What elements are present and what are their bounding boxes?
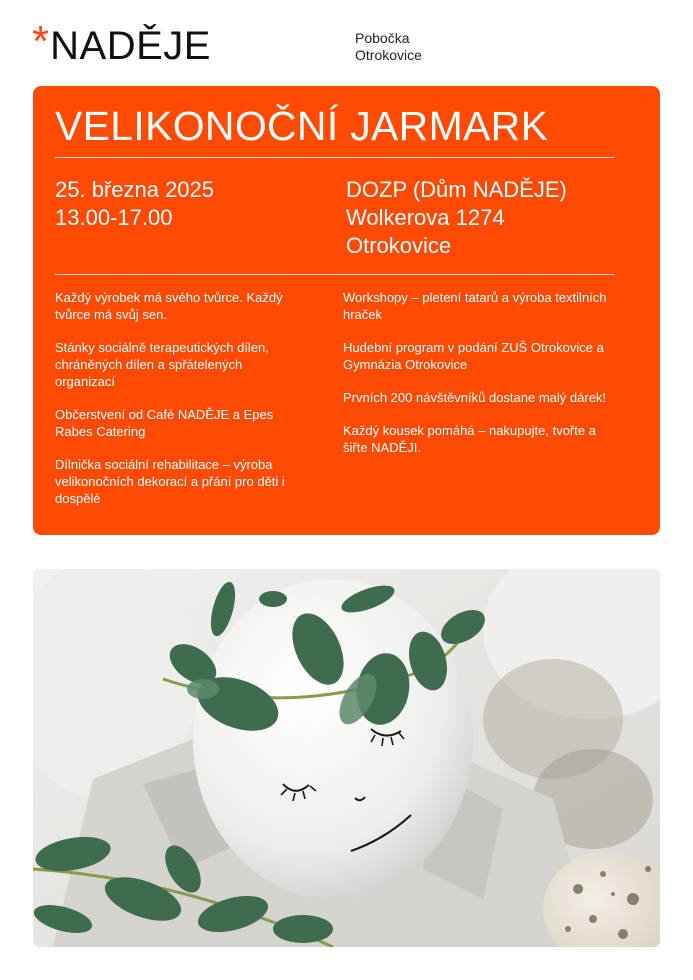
venue-line-2: Wolkerova 1274 bbox=[346, 205, 505, 230]
info-item: Workshopy – pletení tatarů a výroba textilních hraček bbox=[343, 290, 607, 322]
info-item: Dílnička sociální rehabilitace – výroba velikonočních dekorací a přání pro děti i dospělé bbox=[55, 457, 285, 506]
info-item: Každý kousek pomáhá – nakupujte, tvořte a šiřte NADĚJI. bbox=[343, 423, 596, 455]
info-item: Prvních 200 návštěvníků dostane malý dárek! bbox=[343, 390, 607, 405]
divider-bottom bbox=[55, 274, 615, 275]
venue-line-1: DOZP (Dům NADĚJE) bbox=[346, 177, 567, 202]
venue-line-3: Otrokovice bbox=[346, 233, 452, 258]
info-column-right bbox=[343, 289, 618, 472]
event-title: VELIKONOČNÍ JARMARK bbox=[55, 103, 549, 149]
branch-line-1: Pobočka bbox=[355, 30, 410, 46]
info-item: Každý výrobek má svého tvůrce. Každý tvůrce má svůj sen. bbox=[55, 290, 283, 322]
branch-label bbox=[355, 30, 422, 64]
smiling-egg bbox=[193, 579, 473, 899]
egg-illustration bbox=[33, 569, 660, 947]
easter-egg-photo bbox=[33, 569, 660, 947]
info-item: Občerstvení od Café NADĚJE a Epes Rabes Catering bbox=[55, 407, 274, 439]
event-date: 25. března 2025 bbox=[55, 177, 215, 202]
info-item: Hudební program v podání ZUŠ Otrokovice a Gymnázia Otrokovice bbox=[343, 340, 604, 372]
info-item: Stánky sociálně terapeutických dílen, chráněných dílen a spřátelených organizací bbox=[55, 340, 269, 389]
logo-text: NADĚJE bbox=[50, 24, 211, 68]
event-time: 13.00-17.00 bbox=[55, 205, 173, 230]
branch-line-2: Otrokovice bbox=[355, 47, 422, 63]
info-column-left bbox=[55, 289, 305, 523]
logo bbox=[32, 17, 211, 68]
event-date-time bbox=[55, 176, 214, 232]
logo-asterisk-icon: * bbox=[32, 17, 50, 66]
event-venue bbox=[346, 176, 567, 260]
divider-top bbox=[55, 157, 615, 158]
event-card bbox=[33, 86, 660, 535]
